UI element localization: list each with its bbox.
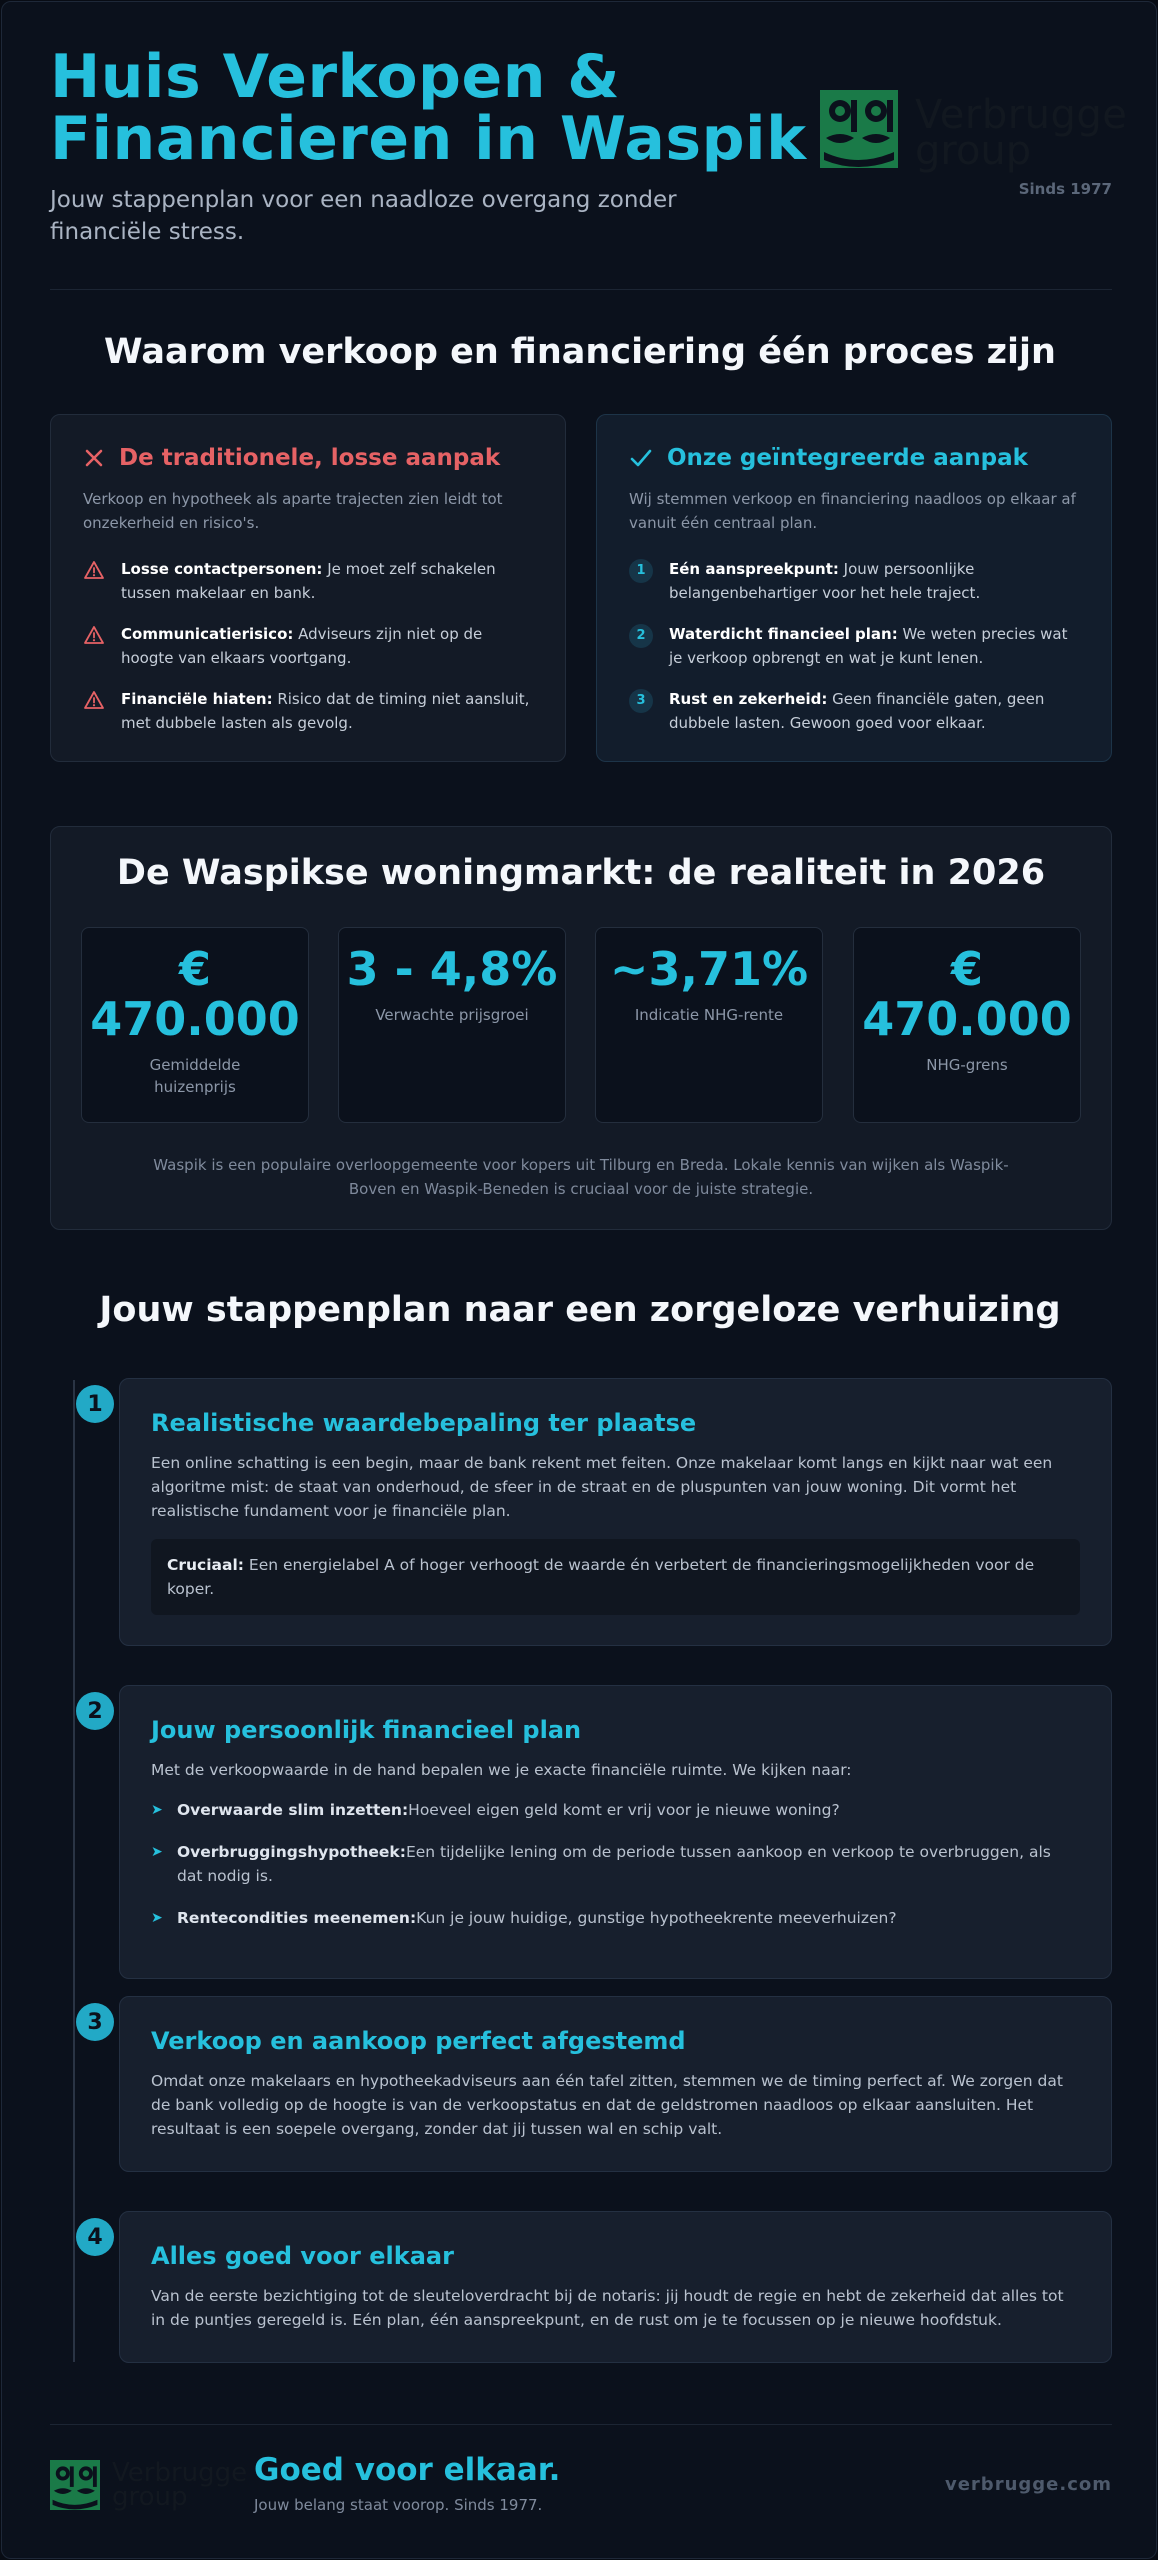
logo-wordmark-sub: group: [112, 2482, 188, 2512]
list-item: [151, 1906, 1080, 1930]
step-card-3: [119, 1996, 1112, 2172]
list-item: [629, 557, 1079, 605]
market-panel: [50, 826, 1112, 1230]
number-badge: 1: [629, 559, 653, 583]
stat-card-price-growth: [338, 927, 566, 1123]
integrated-approach-card: [596, 414, 1112, 762]
bullet-text: Een tijdelijke lening om de periode tussen aankoop en verkoop te overbruggen, als dat nodig is.: [177, 1843, 1051, 1885]
step-number: 1: [76, 1385, 114, 1423]
stat-card-average-price: [81, 927, 309, 1123]
step-title: Jouw persoonlijk financieel plan: [151, 1716, 582, 1744]
item-text: Je moet zelf schakelen tussen makelaar en bank.: [121, 560, 496, 602]
logo-wordmark: Verbrugge: [112, 2458, 248, 2488]
item-strong: Losse contactpersonen:: [121, 560, 323, 578]
callout-strong: Cruciaal:: [167, 1556, 244, 1574]
stat-value: € 470.000: [862, 942, 1072, 1046]
bullet-strong: Rentecondities meenemen:: [177, 1909, 417, 1927]
step-text: Omdat onze makelaars en hypotheekadviseurs aan één tafel zitten, stemmen we de timing perfect af. We zorgen dat de bank volledig op de hoogte is van de verkoopstatus en dat de geldstromen naadloos op elkaar aansluiten. Het resultaat is een soepele overgang, zonder dat jij tussen wal en schip valt.: [151, 2072, 1063, 2138]
step-text: Een online schatting is een begin, maar de bank rekent met feiten. Onze makelaar komt langs en kijkt naar wat een algoritme mist: de staat van onderhoud, de sfeer in de straat en de pluspunten van jouw woning. Dit vormt het realistische fundament voor je financiële plan.: [151, 1454, 1053, 1520]
step-card-2: [119, 1685, 1112, 1979]
footer-subtitle: Jouw belang staat voorop. Sinds 1977.: [254, 2496, 543, 2514]
item-text: We weten precies wat je verkoop opbrengt en wat je kunt lenen.: [669, 625, 1068, 667]
stat-label: NHG-grens: [926, 1056, 1008, 1074]
item-text: Jouw persoonlijke belangenbehartiger voor het hele traject.: [669, 560, 981, 602]
item-strong: Financiële hiaten:: [121, 690, 273, 708]
arrow-icon: ➤: [151, 1844, 163, 1860]
logo-mark-icon: [820, 90, 898, 168]
list-item: [83, 622, 533, 670]
warning-icon: [83, 689, 105, 711]
page: [1, 1, 1157, 2559]
arrow-icon: ➤: [151, 1802, 163, 1818]
step-number: 4: [76, 2218, 114, 2256]
item-text: Adviseurs zijn niet op de hoogte van elkaars voortgang.: [121, 625, 483, 667]
page-subtitle: Jouw stappenplan voor een naadloze overgang zonder financiële stress.: [50, 187, 677, 245]
steps-section-title: Jouw stappenplan naar een zorgeloze verhuizing: [99, 1290, 1061, 1330]
bullet-text: Hoeveel eigen geld komt er vrij voor je nieuwe woning?: [408, 1801, 840, 1819]
step-card-4: [119, 2211, 1112, 2363]
traditional-description: Verkoop en hypotheek als aparte trajecten zien leidt tot onzekerheid en risico's.: [83, 490, 503, 532]
list-item: [151, 1840, 1080, 1888]
traditional-approach-card: [50, 414, 566, 762]
footer-logo[interactable]: [50, 2458, 248, 2512]
arrow-icon: ➤: [151, 1910, 163, 1926]
warning-icon: [83, 624, 105, 646]
step-title: Alles goed voor elkaar: [151, 2242, 454, 2270]
market-note: Waspik is een populaire overloopgemeente voor kopers uit Tilburg en Breda. Lokale kennis van wijken als Waspik-Boven en Waspik-Beneden is cruciaal voor de juiste strategie.: [153, 1156, 1009, 1198]
brand-logo[interactable]: [820, 90, 1128, 174]
stat-label: Gemiddelde huizenprijs: [149, 1056, 241, 1096]
item-strong: Rust en zekerheid:: [669, 690, 828, 708]
list-item: [151, 1798, 1080, 1822]
item-text: Risico dat de timing niet aansluit, met dubbele lasten als gevolg.: [121, 690, 530, 732]
list-item: [629, 622, 1079, 670]
stat-label: Verwachte prijsgroei: [375, 1006, 529, 1024]
bullet-strong: Overbruggingshypotheek:: [177, 1843, 406, 1861]
why-section-title: Waarom verkoop en financiering één proces zijn: [104, 332, 1056, 372]
step-text: Van de eerste bezichtiging tot de sleuteloverdracht bij de notaris: jij houdt de regie en hebt de zekerheid dat alles tot in de puntjes geregeld is. Eén plan, één aanspreekpunt, en de rust om je te focussen op je nieuwe hoofdstuk.: [151, 2287, 1064, 2329]
number-badge: 3: [629, 689, 653, 713]
item-strong: Communicatierisico:: [121, 625, 294, 643]
list-item: [629, 687, 1079, 735]
stat-value: € 470.000: [90, 942, 300, 1046]
list-item: [83, 557, 533, 605]
step-title: Verkoop en aankoop perfect afgestemd: [151, 2027, 686, 2055]
page-title: Huis Verkopen & Financieren in Waspik: [50, 42, 807, 174]
logo-wordmark-sub: group: [915, 128, 1032, 174]
timeline-line: [73, 1380, 75, 2362]
list-item: [83, 687, 533, 735]
callout-text: Een energielabel A of hoger verhoogt de waarde én verbetert de financieringsmogelijkheden voor de koper.: [167, 1556, 1035, 1598]
stat-value: 3 - 4,8%: [346, 942, 558, 996]
bullet-strong: Overwaarde slim inzetten:: [177, 1801, 409, 1819]
since-label: Sinds 1977: [1018, 180, 1112, 198]
item-strong: Waterdicht financieel plan:: [669, 625, 898, 643]
stat-value: ~3,71%: [609, 942, 809, 996]
item-strong: Eén aanspreekpunt:: [669, 560, 839, 578]
step-title: Realistische waardebepaling ter plaatse: [151, 1409, 697, 1437]
step-card-1: [119, 1378, 1112, 1646]
number-badge: 2: [629, 624, 653, 648]
step-number: 2: [76, 1692, 114, 1730]
footer: [50, 2424, 1112, 2524]
integrated-description: Wij stemmen verkoop en financiering naadloos op elkaar af vanuit één centraal plan.: [629, 490, 1076, 532]
check-icon: [629, 447, 653, 469]
bullet-text: Kun je jouw huidige, gunstige hypotheekrente meeverhuizen?: [416, 1909, 897, 1927]
stat-label: Indicatie NHG-rente: [634, 1006, 784, 1024]
divider: [50, 289, 1112, 290]
header: [50, 42, 1128, 245]
callout: [151, 1539, 1080, 1615]
stat-card-nhg-limit: [853, 927, 1081, 1123]
step-text: Met de verkoopwaarde in de hand bepalen we je exacte financiële ruimte. We kijken naar:: [151, 1761, 852, 1779]
footer-title: Goed voor elkaar.: [254, 2452, 561, 2488]
traditional-heading: De traditionele, losse aanpak: [119, 445, 501, 471]
x-icon: [83, 447, 105, 469]
item-text: Geen financiële gaten, geen dubbele lasten. Gewoon goed voor elkaar.: [669, 690, 1045, 732]
logo-wordmark: Verbrugge: [915, 92, 1128, 138]
step-number: 3: [76, 2003, 114, 2041]
website-link[interactable]: verbrugge.com: [944, 2474, 1112, 2495]
logo-mark-icon: [50, 2460, 100, 2510]
warning-icon: [83, 559, 105, 581]
stat-card-nhg-rate: [595, 927, 823, 1123]
market-title: De Waspikse woningmarkt: de realiteit in 2026: [116, 853, 1046, 893]
integrated-heading: Onze geïntegreerde aanpak: [667, 445, 1028, 471]
